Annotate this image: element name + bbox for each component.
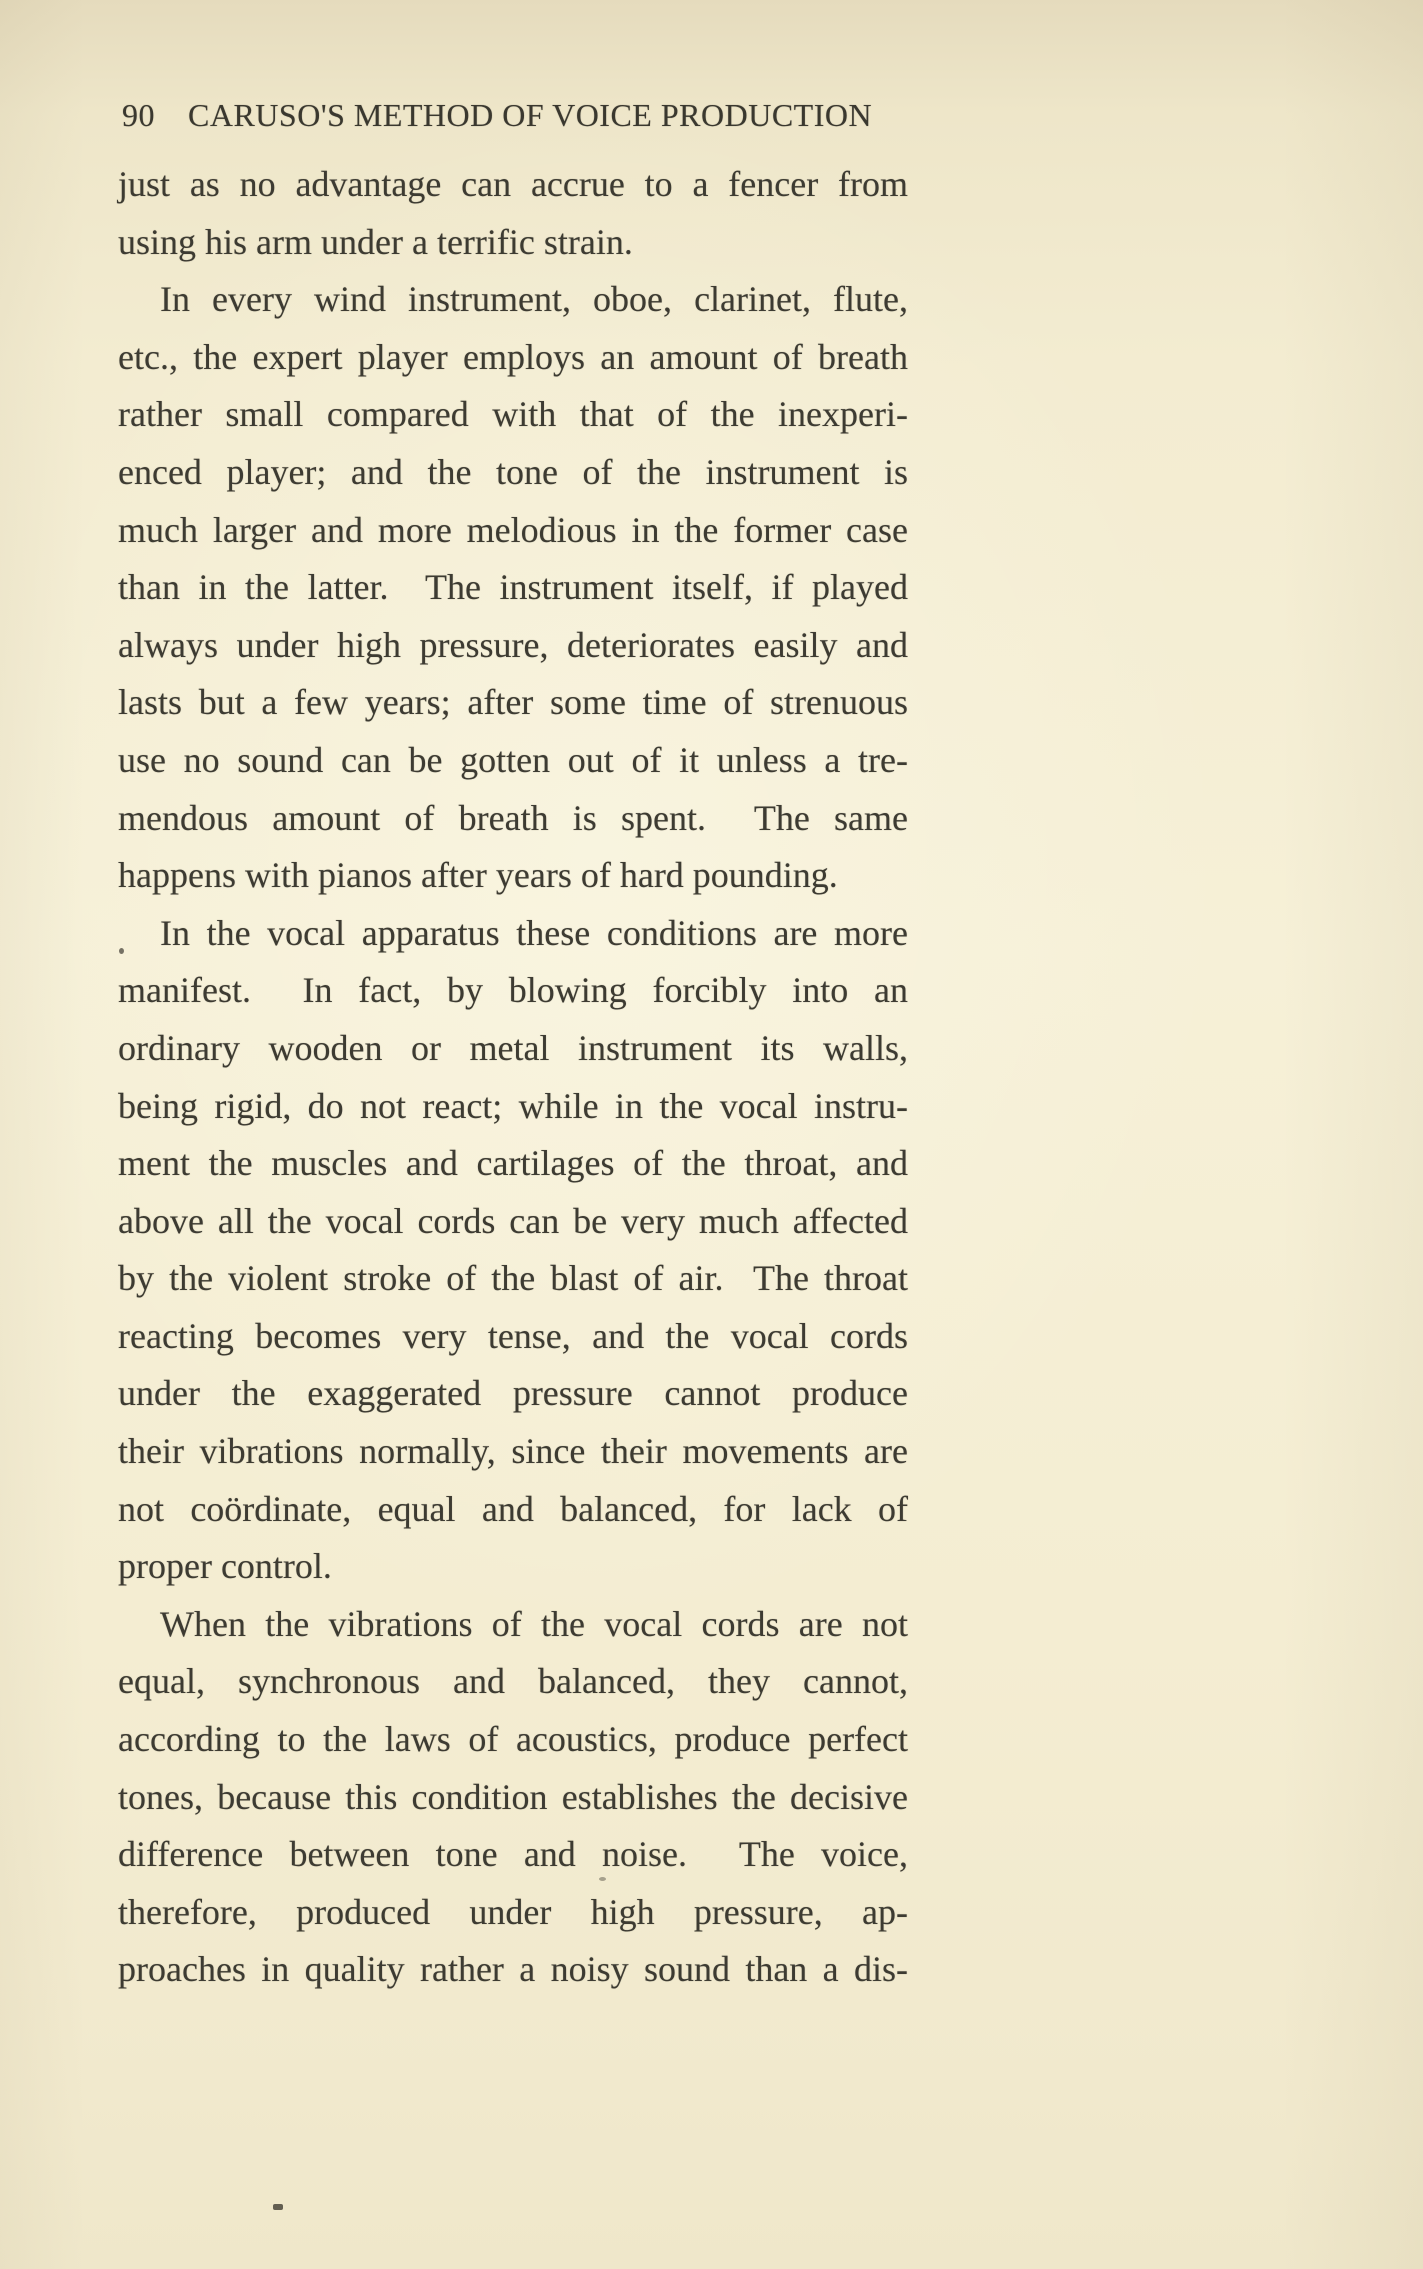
text-line: reacting becomes very tense, and the vocal cords <box>118 1315 908 1356</box>
page-title: CARUSO'S METHOD OF VOICE PRODUCTION <box>188 97 873 133</box>
text-line: ordinary wooden or metal instrument its walls, <box>118 1027 908 1068</box>
text-line: under the exaggerated pressure cannot produce <box>118 1373 908 1414</box>
text-line: proper control. <box>118 1546 332 1587</box>
text-line: equal, synchronous and balanced, they cannot, <box>118 1661 908 1702</box>
text-line: tones, because this condition establishes the decisive <box>118 1776 908 1817</box>
text-line: rather small compared with that of the inexperi- <box>118 394 908 435</box>
text-line: happens with pianos after years of hard pounding. <box>118 855 838 896</box>
text-line: When the vibrations of the vocal cords are not <box>160 1603 908 1644</box>
ink-speck <box>119 948 124 954</box>
text-line: just as no advantage can accrue to a fencer from <box>118 164 908 204</box>
text-line: above all the vocal cords can be very much affected <box>118 1200 908 1241</box>
text-line: their vibrations normally, since their movements are <box>118 1431 908 1472</box>
text-line: mendous amount of breath is spent. The same <box>118 797 908 838</box>
text-line: much larger and more melodious in the former case <box>118 509 908 550</box>
text-line: manifest. In fact, by blowing forcibly into an <box>118 970 908 1011</box>
text-line: proaches in quality rather a noisy sound than a dis- <box>118 1949 908 1990</box>
ink-speck <box>599 1877 606 1881</box>
text-line: by the violent stroke of the blast of air. The throat <box>118 1258 908 1299</box>
text-line: than in the latter. The instrument itself, if played <box>118 567 908 608</box>
page-body <box>118 156 908 1999</box>
ink-speck <box>273 2204 283 2210</box>
text-line: therefore, produced under high pressure, ap- <box>118 1891 908 1932</box>
text-line: not coördinate, equal and balanced, for lack of <box>118 1488 908 1529</box>
text-line: always under high pressure, deteriorates easily and <box>118 624 908 665</box>
page-number: 90 <box>122 97 155 133</box>
page-header <box>122 97 872 134</box>
text-line: ment the muscles and cartilages of the throat, and <box>118 1143 908 1184</box>
text-line: lasts but a few years; after some time of strenuous <box>118 682 908 723</box>
text-line: In the vocal apparatus these conditions are more <box>160 912 908 953</box>
text-line: etc., the expert player employs an amount of breath <box>118 336 908 377</box>
text-line: use no sound can be gotten out of it unless a tre- <box>118 739 908 780</box>
text-line: difference between tone and noise. The voice, <box>118 1834 908 1875</box>
text-line: according to the laws of acoustics, produce perfect <box>118 1719 908 1760</box>
text-line: being rigid, do not react; while in the vocal instru- <box>118 1085 908 1126</box>
text-line: enced player; and the tone of the instrument is <box>118 451 908 492</box>
text-line: In every wind instrument, oboe, clarinet, flute, <box>160 279 908 320</box>
text-line: using his arm under a terrific strain. <box>118 221 633 262</box>
